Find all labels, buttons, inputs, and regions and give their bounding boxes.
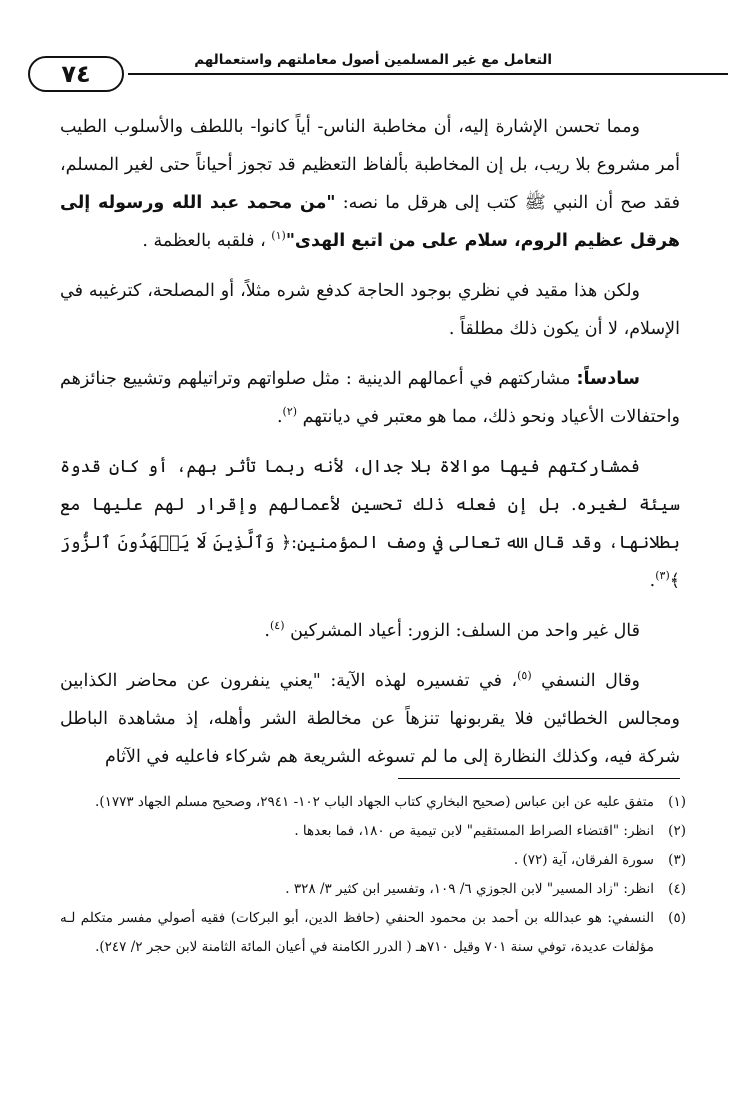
footnote	[60, 904, 686, 962]
paragraph-text: ، في تفسيره لهذه الآية: "يعني ينفرون عن محاضر الكذابين ومجالس الخطائين فلا يقربونها تنزهاً عن مخالطة الشر وأهله، إذ مشاهدة الباطل شركة فيه، وكذلك النظارة إلى ما لم تسوغه الشريعة هم شركاء فاعليه في الآثام	[60, 671, 680, 767]
footnote	[60, 817, 686, 846]
paragraph-text: مشاركتهم في أعمالهم الدينية : مثل صلواتهم وتراتيلهم وتشييع جنائزهم واحتفالات الأعياد ونحو ذلك، مما هو معتبر في ديانتهم	[60, 369, 680, 427]
paragraph-text: قال غير واحد من السلف: الزور: أعياد المشركين	[284, 621, 640, 641]
paragraph-text: .	[276, 407, 283, 427]
footnote-ref-4: (٤)	[269, 619, 285, 633]
footnote-ref-2: (٢)	[282, 405, 298, 419]
paragraph-text: .	[264, 621, 270, 641]
paragraph-4	[60, 448, 680, 600]
footnote	[60, 846, 686, 875]
section-label: سادساً:	[576, 369, 640, 389]
paragraph-3	[60, 360, 680, 436]
paragraph-text: وقال النسفي	[531, 671, 641, 691]
page-number: ٧٤	[28, 56, 124, 92]
paragraph-1	[60, 108, 680, 260]
page-header	[28, 44, 728, 96]
footnote-text: النسفي: هو عبدالله بن أحمد بن محمود الحنفي (حافظ الدين، أبو البركات) فقيه أصولي مفسر متكلم لـه مؤلفات عديدة، توفي سنة ٧٠١ وقيل ٧١٠هـ ( الدرر الكامنة في أعيان المائة الثامنة لابن حجر ٢/ ٢٤٧).	[60, 910, 654, 955]
paragraph-2: ولكن هذا مقيد في نظري بوجود الحاجة كدفع شره مثلاً، أو المصلحة، كترغيبه في الإسلام، لا أن يكون ذلك مطلقاً .	[60, 281, 680, 339]
header-rule	[128, 73, 728, 75]
footnote-separator	[398, 778, 680, 779]
footnote	[60, 788, 686, 817]
paragraph-text: ومما تحسن الإشارة إليه، أن مخاطبة الناس- أياً كانوا- باللطف والأسلوب الطيب أمر مشروع بلا ريب، بل إن المخاطبة بألفاظ التعظيم قد تجوز أحياناً حتى لغير المسلم، فقد صح أن النبي ﷺ كتب إلى هرقل ما نصه:	[60, 117, 681, 213]
footnote-ref-3: (٣)	[655, 569, 670, 583]
footnote-ref-1: (١)	[271, 229, 286, 243]
footnotes	[60, 788, 686, 962]
footnote-ref-5: (٥)	[517, 669, 532, 683]
footnote-text: متفق عليه عن ابن عباس (صحيح البخاري كتاب الجهاد الباب ١٠٢- ٢٩٤١، وصحيح مسلم الجهاد ١٧٧٣).	[95, 794, 654, 810]
footnote-text: انظر: "زاد المسير" لابن الجوزي ٦/ ١٠٩، وتفسير ابن كثير ٣/ ٣٢٨ .	[285, 881, 654, 897]
footnote-number: (٣)	[668, 852, 686, 868]
footnote-number: (٢)	[668, 823, 686, 839]
hadith-quote: "من محمد عبد الله ورسوله إلى هرقل عظيم الروم، سلام على من اتبع الهدى"	[60, 193, 680, 251]
footnote-number: (٤)	[668, 881, 686, 897]
paragraph-5	[60, 612, 680, 650]
footnote-number: (٥)	[668, 910, 686, 926]
footnote-text: سورة الفرقان، آية (٧٢) .	[513, 852, 654, 868]
quran-verse: ﴿ وَٱلَّذِينَ لَا يَشۡهَدُونَ ٱلزُّورَ ﴾	[60, 533, 680, 591]
paragraph-text: فمشاركتهم فيها موالاة بلا جدال، لأنه ربما تأثر بهم، أو كان قدوة سيئة لغيره. بل إن فعله ذلك تحسين لأعمالهم وإقرار لهم عليها مع بطلانها، وقد قال الله تعالى في وصف المؤمنين:	[60, 457, 681, 553]
main-text	[60, 108, 680, 788]
paragraph-text: ، فلقبه بالعظمة .	[142, 231, 272, 251]
footnote-number: (١)	[668, 794, 686, 810]
footnote-text: انظر: "اقتضاء الصراط المستقيم" لابن تيمية ص ١٨٠، فما بعدها .	[294, 823, 654, 839]
running-title: التعامل مع غير المسلمين أصول معاملتهم واستعمالهم	[194, 52, 552, 68]
paragraph-text: .	[649, 571, 656, 591]
footnote	[60, 875, 686, 904]
paragraph-6	[60, 662, 680, 776]
